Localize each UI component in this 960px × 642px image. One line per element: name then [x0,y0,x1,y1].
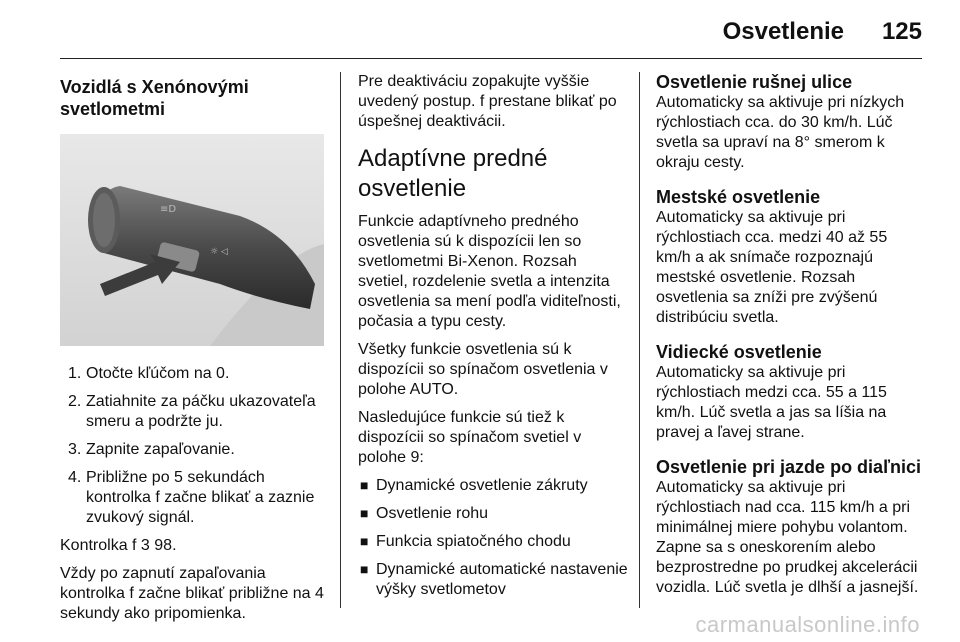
subsection-text: Automaticky sa aktivuje pri rýchlostiach nad cca. 115 km/h a pri minimálnej miere pohybu volantom. Zapne sa s oneskorením alebo bezprostredne po prudkej akcelerácii vozidla. Lúč svetla je dlhší a jasnejší. [656,479,919,596]
subsection-heading: Mestské osvetlenie [656,187,821,207]
paragraph: Vždy po zapnutí zapaľovania kontrolka f začne blikať približne na 4 sekundy ako pripomienka. [60,565,324,622]
list-item: 2. Zatiahnite za páčku ukazovateľa smeru a podržte ju. [68,393,316,430]
subsection-heading: Osvetlenie pri jazde po diaľnici [656,457,922,477]
svg-text:≡D: ≡D [160,204,177,215]
page-title: Osvetlenie [722,18,844,45]
subsection [656,457,924,598]
section-heading: Vozidlá s Xenónovými svetlometmi [60,77,249,119]
subsection-heading: Vidiecké osvetlenie [656,342,822,362]
column-right [656,72,924,612]
svg-text:☼ ◁: ☼ ◁ [210,247,228,257]
step-list [60,364,328,528]
paragraph: Funkcie adaptívneho predného osvetlenia sú k dispozícii len so svetlometmi Bi-Xenon. Rozsah svetiel, rozdelenie svetla a intenzita osvetlenia sa mení podľa viditeľnosti, počasia a typu cesty. [358,213,621,330]
subsection [656,187,924,328]
subsection-heading: Osvetlenie rušnej ulice [656,72,853,92]
list-item: ■ Dynamické osvetlenie zákruty [360,477,588,494]
subsection [656,72,924,173]
column-left [60,72,328,632]
feature-list [358,476,630,600]
subsection-text: Automaticky sa aktivuje pri rýchlostiach medzi cca. 55 a 115 km/h. Lúč svetla a jas sa líšia na pravej a ľavej strane. [656,364,887,441]
column-divider [639,72,640,608]
paragraph: Nasledujúce funkcie sú tiež k dispozícii so spínačom svetiel v polohe 9: [358,409,582,466]
subsection-text: Automaticky sa aktivuje pri nízkych rýchlostiach cca. do 30 km/h. Lúč svetla sa upraví na 8° smerom k okraju cesty. [656,94,905,171]
list-item: 4. Približne po 5 sekundách kontrolka f začne blikať a zaznie zvukový signál. [68,469,315,526]
paragraph: Pre deaktiváciu zopakujte vyššie uvedený postup. f prestane blikať po úspešnej deaktivácii. [358,73,617,130]
section-heading: Adaptívne predné osvetlenie [358,145,548,202]
list-item: ■ Funkcia spiatočného chodu [360,533,571,550]
watermark: carmanualsonline.info [695,612,920,637]
subsection [656,342,924,443]
list-item: ■ Osvetlenie rohu [360,505,489,522]
list-item: 3. Zapnite zapaľovanie. [68,441,235,458]
column-divider [340,72,341,608]
list-item: 1. Otočte kľúčom na 0. [68,365,230,382]
paragraph: Kontrolka f 3 98. [60,537,177,554]
column-middle [358,72,630,608]
page-number: 125 [881,18,922,45]
turn-signal-lever-illustration [60,134,324,346]
page-header [60,14,922,59]
list-item: ■ Dynamické automatické nastavenie výšky svetlometov [360,561,628,598]
paragraph: Všetky funkcie osvetlenia sú k dispozícii so spínačom osvetlenia v polohe AUTO. [358,341,608,398]
subsection-text: Automaticky sa aktivuje pri rýchlostiach cca. medzi 40 až 55 km/h a ak snímače rozpoznajú mestské osvetlenie. Rozsah osvetlenia sa zníži pre zvýšenú distribúciu svetla. [656,209,888,326]
